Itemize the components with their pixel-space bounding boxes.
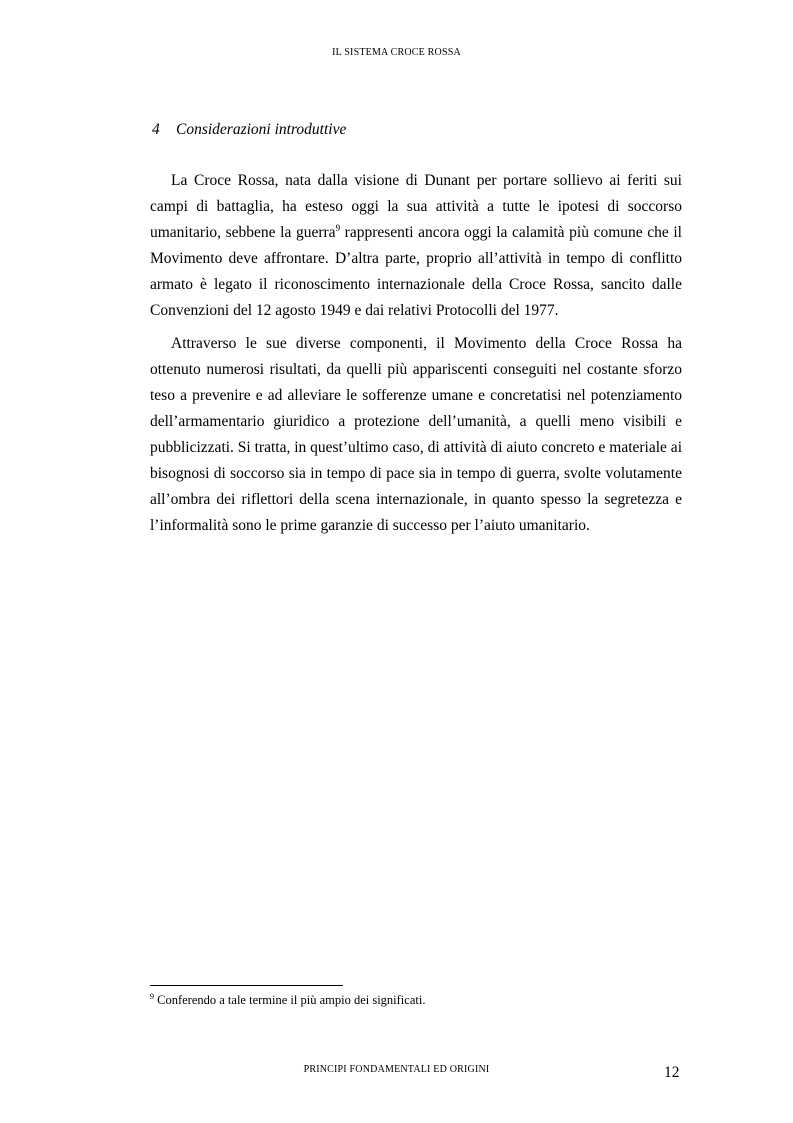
paragraph-1-text-b: rappresenti ancora oggi la calamità più comune che il Movimento deve affrontare. D’altra parte, proprio all’attività in tempo di conflitto armato è legato il riconoscimento internazionale della Croce Rossa, sancito dalle Convenzioni del 12 agosto 1949 e dai relativi Protocolli del 1977. [150, 224, 682, 319]
footnote [150, 993, 425, 1008]
section-heading [152, 121, 346, 139]
running-footer: PRINCIPI FONDAMENTALI ED ORIGINI [303, 1064, 490, 1075]
footnote-separator [150, 985, 343, 986]
section-number: 4 [152, 121, 160, 138]
paragraph-1-text-a: La Croce Rossa, nata dalla visione di Dunant per portare sollievo ai feriti sui campi di battaglia, ha esteso oggi la sua attività a tutte le ipotesi di soccorso umanitario, sebbene la guerra [150, 172, 682, 241]
paragraph-2: Attraverso le sue diverse componenti, il Movimento della Croce Rossa ha ottenuto numerosi risultati, da quelli più appariscenti conseguiti nel costante sforzo teso a prevenire e ad alleviare le sofferenze umane e concretatisi nel potenziamento dell’armamentario giuridico a protezione dell’umanità, a quelli meno visibili e pubblicizzati. Si tratta, in quest’ultimo caso, di attività di aiuto concreto e materiale ai bisognosi di soccorso sia in tempo di pace sia in tempo di guerra, svolte volutamente all’ombra dei riflettori della scena internazionale, in quanto spesso la segretezza e l’informalità sono le prime garanzie di successo per l’aiuto umanitario. [150, 335, 682, 534]
page-number: 12 [664, 1064, 680, 1081]
footnote-text: Conferendo a tale termine il più ampio dei significati. [154, 993, 426, 1007]
footnote-number: 9 [150, 991, 154, 1001]
section-title-text: Considerazioni introduttive [176, 121, 347, 138]
footnote-reference: 9 [335, 222, 341, 233]
body-text [150, 168, 682, 546]
running-header: IL SISTEMA CROCE ROSSA [332, 47, 461, 58]
paragraph-1 [150, 168, 682, 324]
